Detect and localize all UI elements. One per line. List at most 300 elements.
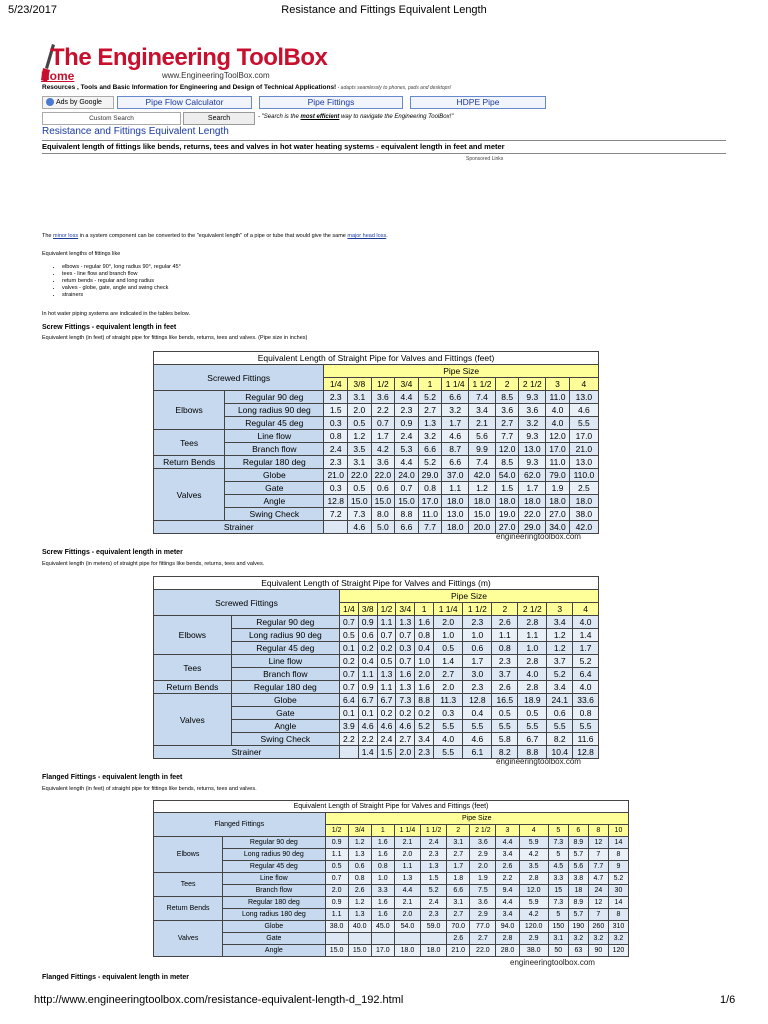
table-cell: 18.0 [569, 495, 598, 508]
table-cell: 42.0 [569, 521, 598, 534]
page-subtitle: Equivalent length of fittings like bends, returns, tees and valves in hot water heating systems - equivalent length in feet and meter [42, 142, 505, 151]
section-heading-screw-meter: Screw Fittings - equivalent length in meter [42, 549, 183, 556]
pipe-size-col: 1 1/2 [469, 378, 496, 391]
table-cell: 6.7 [377, 694, 396, 707]
table-cell: 33.6 [573, 694, 599, 707]
table-cell: 2.4 [377, 733, 396, 746]
ad-info-icon [46, 98, 54, 106]
table-cell: 4.7 [588, 873, 608, 885]
table-cell: 7.3 [396, 694, 415, 707]
table-cell: 17.0 [569, 430, 598, 443]
table-cell: 1.7 [573, 642, 599, 655]
fitting-name: Regular 180 deg [225, 456, 324, 469]
table-cell: 0.9 [358, 681, 377, 694]
table-cell: 1.8 [447, 873, 470, 885]
table-cell: 18.0 [421, 945, 447, 957]
fitting-group: Strainer [154, 521, 324, 534]
table-cell: 3.1 [447, 837, 470, 849]
table-cell: 1.1 [518, 629, 547, 642]
table-cell: 3.4 [496, 849, 519, 861]
table-cell: 8.2 [547, 733, 573, 746]
table-cell: 6.6 [447, 885, 470, 897]
table-cell: 17.0 [546, 443, 570, 456]
fitting-name: Gate [223, 933, 325, 945]
divider [42, 140, 726, 141]
pipe-size-col: 1 [371, 825, 394, 837]
table-cell: 5.5 [547, 720, 573, 733]
table-cell: 2.3 [324, 391, 348, 404]
fitting-group: Tees [154, 655, 232, 681]
table-cell: 3.1 [348, 391, 372, 404]
fitting-group: Elbows [154, 616, 232, 655]
table-cell: 5.5 [518, 720, 547, 733]
fitting-name: Angle [231, 720, 339, 733]
table-cell: 2.0 [470, 861, 496, 873]
table-cell: 11.6 [573, 733, 599, 746]
table-cell: 63 [568, 945, 588, 957]
table-cell: 2.3 [395, 404, 419, 417]
table-cell: 0.8 [418, 482, 442, 495]
table-cell: 1.2 [547, 642, 573, 655]
table-cell: 3.8 [568, 873, 588, 885]
table-cell: 7.5 [470, 885, 496, 897]
table-cell [421, 933, 447, 945]
table-cell: 1.6 [371, 837, 394, 849]
table-cell: 5.2 [421, 885, 447, 897]
site-logo-title[interactable]: The Engineering ToolBox [50, 44, 328, 71]
section-desc-screw-meter: Equivalent length (in meters) of straight pipe for fittings like bends, returns, tees and valves. [42, 561, 265, 567]
table-cell: 2.3 [421, 849, 447, 861]
table-cell: 0.6 [358, 629, 377, 642]
table-cell: 21.0 [447, 945, 470, 957]
table-cell: 4.2 [519, 909, 548, 921]
home-link[interactable]: Home [41, 69, 75, 83]
table-cell: 9.3 [519, 430, 546, 443]
table-cell: 1.3 [348, 849, 371, 861]
table-cell: 22.0 [470, 945, 496, 957]
table-cell: 3.2 [608, 933, 628, 945]
table-cell: 7.4 [469, 391, 496, 404]
fitting-name: Long radius 90 deg [223, 849, 325, 861]
fittings-list [42, 264, 181, 299]
table-cell: 5 [548, 849, 568, 861]
table-cell: 5.8 [492, 733, 518, 746]
table-cell: 3.4 [547, 681, 573, 694]
table-cell: 1.1 [358, 668, 377, 681]
fitting-group: Valves [154, 694, 232, 746]
site-url: www.EngineeringToolBox.com [162, 71, 270, 80]
ads-by-google[interactable] [42, 96, 114, 109]
table-cell: 0.2 [396, 707, 415, 720]
table-cell: 2.0 [415, 668, 434, 681]
table-cell: 12 [588, 837, 608, 849]
table-cell: 1.7 [519, 482, 546, 495]
search-tip: - "Search is the most efficient way to navigate the Engineering ToolBox!" [258, 114, 454, 120]
table-cell: 2.6 [492, 681, 518, 694]
table-cell: 22.0 [348, 469, 372, 482]
fitting-name: Line flow [225, 430, 324, 443]
table-cell: 14 [608, 837, 628, 849]
table-cell: 5.9 [519, 897, 548, 909]
pipe-size-header: Pipe Size [339, 590, 598, 603]
table-row [154, 945, 629, 957]
table-cell: 5.5 [434, 720, 463, 733]
table-cell: 4.6 [569, 404, 598, 417]
fitting-name: Regular 90 deg [225, 391, 324, 404]
table-cell: 4.4 [395, 391, 419, 404]
table-credit: engineeringtoolbox.com [510, 958, 595, 967]
table-cell: 4.0 [573, 681, 599, 694]
section-heading-flanged-feet: Flanged Fittings - equivalent length in feet [42, 774, 183, 781]
table-cell: 38.0 [325, 921, 348, 933]
table-cell: 0.7 [396, 655, 415, 668]
table-cell: 4.6 [396, 720, 415, 733]
table-cell: 3.4 [415, 733, 434, 746]
table-cell: 9 [608, 861, 628, 873]
table-cell: 1.2 [348, 430, 372, 443]
fitting-group: Elbows [154, 837, 223, 873]
search-input[interactable]: Custom Search [42, 112, 181, 125]
table-cell: 0.8 [415, 629, 434, 642]
table-row [154, 897, 629, 909]
table-cell: 2.7 [396, 733, 415, 746]
table-cell [348, 933, 371, 945]
table-cell: 18.0 [442, 521, 469, 534]
table-cell: 15.0 [469, 508, 496, 521]
table-cell: 1.1 [325, 909, 348, 921]
table-cell: 1.1 [442, 482, 469, 495]
pipe-size-col: 4 [519, 825, 548, 837]
table-cell: 1.3 [396, 681, 415, 694]
table-cell: 1.5 [377, 746, 396, 759]
fitting-name: Regular 45 deg [231, 642, 339, 655]
pipe-size-col: 2 1/2 [470, 825, 496, 837]
table-cell: 12.0 [495, 443, 519, 456]
table-cell: 0.1 [339, 707, 358, 720]
table-cell: 1.3 [377, 668, 396, 681]
table-cell: 12 [588, 897, 608, 909]
fitting-group: Valves [154, 469, 225, 521]
table-cell: 8.5 [495, 456, 519, 469]
table-cell: 0.6 [463, 642, 492, 655]
table-cell: 7.7 [495, 430, 519, 443]
table-cell: 20.0 [469, 521, 496, 534]
pipe-size-col: 1 [415, 603, 434, 616]
print-url: http://www.engineeringtoolbox.com/resistance-equivalent-length-d_192.html [34, 994, 404, 1006]
table-cell: 1.7 [447, 861, 470, 873]
pipe-size-col: 1 1/2 [463, 603, 492, 616]
ads-label: Ads by Google [56, 99, 102, 106]
table-cell: 0.9 [325, 837, 348, 849]
table-cell: 8.8 [415, 694, 434, 707]
table-cell: 12.8 [573, 746, 599, 759]
fitting-name: Globe [231, 694, 339, 707]
table-cell: 2.8 [518, 655, 547, 668]
table-cell: 3.2 [442, 404, 469, 417]
table-cell: 6.4 [573, 668, 599, 681]
table-cell: 3.3 [371, 885, 394, 897]
tagline-note: - adapts seamlessly to phones, pads and desktops! [336, 85, 452, 91]
table-cell: 2.3 [463, 681, 492, 694]
table-cell: 0.3 [396, 642, 415, 655]
table-cell: 2.0 [434, 616, 463, 629]
fitting-group: Return Bends [154, 681, 232, 694]
section-desc-screw-feet: Equivalent length (in feet) of straight pipe for fittings like bends, returns, tees and valves. (Pipe size in inches) [42, 335, 308, 341]
table-cell: 6.6 [395, 521, 419, 534]
table-cell: 5.7 [568, 849, 588, 861]
fitting-group: Tees [154, 873, 223, 897]
table-cell: 4.4 [395, 456, 419, 469]
table-cell [339, 746, 358, 759]
table-row [154, 933, 629, 945]
table-cell: 3.6 [519, 404, 546, 417]
table-cell: 12.8 [324, 495, 348, 508]
table-cell: 0.7 [325, 873, 348, 885]
table-corner-header: Screwed Fittings [154, 365, 324, 391]
table-cell: 0.4 [415, 642, 434, 655]
table-cell: 0.3 [324, 417, 348, 430]
table-cell: 4.4 [496, 897, 519, 909]
table-cell: 3.6 [371, 391, 395, 404]
table-cell: 2.3 [492, 655, 518, 668]
table-cell: 1.1 [377, 681, 396, 694]
pipe-size-col: 3 [546, 378, 570, 391]
pipe-size-header: Pipe Size [325, 813, 628, 825]
table-row [154, 921, 629, 933]
tagline-main: Resources , Tools and Basic Information for Engineering and Design of Technical Applications! [42, 84, 337, 91]
pipe-size-col: 1 1/4 [442, 378, 469, 391]
table-cell: 120.0 [519, 921, 548, 933]
divider [42, 153, 726, 154]
table-cell: 4.4 [394, 885, 420, 897]
table-cell: 1.0 [463, 629, 492, 642]
table-cell: 29.0 [418, 469, 442, 482]
table-cell: 2.1 [394, 837, 420, 849]
table-cell: 4.0 [518, 668, 547, 681]
table-cell: 5.2 [418, 391, 442, 404]
table-cell: 4.6 [442, 430, 469, 443]
table-row [154, 616, 599, 629]
table-cell: 0.2 [377, 707, 396, 720]
table-cell: 30 [608, 885, 628, 897]
table-cell: 5 [548, 909, 568, 921]
table-cell: 0.7 [339, 616, 358, 629]
table-cell: 3.4 [496, 909, 519, 921]
table-cell: 0.5 [518, 707, 547, 720]
table-cell: 120 [608, 945, 628, 957]
table-cell: 1.6 [371, 897, 394, 909]
table-cell: 8.8 [518, 746, 547, 759]
intro-paragraph-2: Equivalent lengths of fittings like [42, 251, 121, 257]
table-cell: 0.7 [339, 681, 358, 694]
table-caption: Equivalent Length of Straight Pipe for Valves and Fittings (feet) [154, 801, 629, 813]
table-cell: 2.9 [519, 933, 548, 945]
table-cell: 2.3 [324, 456, 348, 469]
table-cell: 1.3 [421, 861, 447, 873]
fitting-group: Return Bends [154, 456, 225, 469]
table-cell: 5.9 [519, 837, 548, 849]
table-cell: 3.3 [548, 873, 568, 885]
table-cell: 4.4 [496, 837, 519, 849]
table-row [154, 861, 629, 873]
table-cell: 5.5 [569, 417, 598, 430]
table-cell: 2.7 [447, 909, 470, 921]
table-cell: 190 [568, 921, 588, 933]
pipe-size-col: 1 1/4 [434, 603, 463, 616]
table-cell: 7 [588, 909, 608, 921]
table-cell: 45.0 [371, 921, 394, 933]
table-cell: 0.8 [573, 707, 599, 720]
table-cell: 3.6 [470, 897, 496, 909]
table-cell: 0.8 [371, 861, 394, 873]
table-cell: 4.6 [348, 521, 372, 534]
table-cell: 0.5 [492, 707, 518, 720]
print-title: Resistance and Fittings Equivalent Length [281, 4, 487, 16]
table-cell: 13.0 [519, 443, 546, 456]
table-cell: 2.3 [421, 909, 447, 921]
pipe-size-col: 1/2 [371, 378, 395, 391]
table-cell: 4.6 [358, 720, 377, 733]
table-cell: 27.0 [495, 521, 519, 534]
table-cell: 37.0 [442, 469, 469, 482]
table-cell: 6.6 [442, 456, 469, 469]
table-cell: 2.7 [470, 933, 496, 945]
table-cell: 3.1 [548, 933, 568, 945]
table-cell: 62.0 [519, 469, 546, 482]
table-cell: 2.9 [470, 909, 496, 921]
fitting-name: Regular 90 deg [223, 837, 325, 849]
table-cell: 3.5 [348, 443, 372, 456]
fitting-name: Regular 90 deg [231, 616, 339, 629]
table-cell: 2.1 [469, 417, 496, 430]
table-cell: 5.2 [418, 456, 442, 469]
table-cell: 1.5 [421, 873, 447, 885]
table-cell: 4.6 [377, 720, 396, 733]
table-cell: 6.6 [442, 391, 469, 404]
table-cell: 16.5 [492, 694, 518, 707]
table-cell: 40.0 [348, 921, 371, 933]
table-row [154, 837, 629, 849]
table-cell: 2.8 [496, 933, 519, 945]
table-cell: 15.0 [371, 495, 395, 508]
table-cell: 0.9 [395, 417, 419, 430]
table-cell: 17.0 [371, 945, 394, 957]
fitting-group: Strainer [154, 746, 340, 759]
fitting-name: Long radius 90 deg [231, 629, 339, 642]
fitting-group: Elbows [154, 391, 225, 430]
table-corner-header: Flanged Fittings [154, 813, 326, 837]
table-cell: 13.0 [442, 508, 469, 521]
table-cell: 0.8 [324, 430, 348, 443]
table-cell: 13.0 [569, 456, 598, 469]
table-cell: 9.3 [519, 456, 546, 469]
table-cell: 2.0 [394, 849, 420, 861]
table-credit: engineeringtoolbox.com [496, 532, 581, 541]
table-cell: 310 [608, 921, 628, 933]
table-cell: 2.8 [518, 681, 547, 694]
table-cell: 11.0 [418, 508, 442, 521]
table-credit: engineeringtoolbox.com [496, 757, 581, 766]
table-cell: 0.5 [348, 482, 372, 495]
pipe-size-col: 1/4 [339, 603, 358, 616]
table-cell: 3.5 [519, 861, 548, 873]
table-cell: 5.2 [547, 668, 573, 681]
table-cell [371, 933, 394, 945]
table-cell: 2.5 [569, 482, 598, 495]
nav-pipe-fittings[interactable]: Pipe Fittings [259, 96, 403, 109]
table-cell: 2.4 [324, 443, 348, 456]
table-cell: 0.5 [434, 642, 463, 655]
table-cell: 7.4 [469, 456, 496, 469]
pipe-size-col: 4 [569, 378, 598, 391]
table-cell: 5.7 [568, 909, 588, 921]
table-cell: 1.0 [415, 655, 434, 668]
table-cell: 7.7 [588, 861, 608, 873]
pipe-size-col: 8 [588, 825, 608, 837]
table-cell: 3.2 [588, 933, 608, 945]
table-cell: 1.2 [348, 837, 371, 849]
search-button[interactable]: Search [183, 112, 255, 125]
page-title[interactable]: Resistance and Fittings Equivalent Length [42, 126, 229, 137]
fitting-name: Long radius 90 deg [225, 404, 324, 417]
table-cell: 0.5 [325, 861, 348, 873]
table-cell: 15.0 [395, 495, 419, 508]
fitting-name: Regular 45 deg [223, 861, 325, 873]
table-row [154, 391, 599, 404]
table-cell: 260 [588, 921, 608, 933]
table-cell: 15.0 [348, 495, 372, 508]
table-cell: 1.1 [377, 616, 396, 629]
table-cell: 4.6 [463, 733, 492, 746]
table-row [154, 469, 599, 482]
nav-hdpe-pipe[interactable]: HDPE Pipe [410, 96, 546, 109]
pipe-size-col: 2 1/2 [518, 603, 547, 616]
table-cell: 7.3 [348, 508, 372, 521]
table-cell: 5.0 [371, 521, 395, 534]
table-row [154, 681, 599, 694]
pipe-size-col: 3/4 [395, 378, 419, 391]
table-cell: 1.6 [415, 616, 434, 629]
major-head-loss-link[interactable]: major head loss [347, 233, 387, 239]
table-cell: 2.6 [447, 933, 470, 945]
table-cell: 2.3 [463, 616, 492, 629]
table-cell: 1.3 [396, 616, 415, 629]
table-caption: Equivalent Length of Straight Pipe for Valves and Fittings (m) [154, 577, 599, 590]
table-cell: 5.5 [492, 720, 518, 733]
table-cell: 8.8 [395, 508, 419, 521]
table-cell: 2.6 [348, 885, 371, 897]
table-cell: 0.6 [348, 861, 371, 873]
table-cell: 27.0 [546, 508, 570, 521]
table-cell: 1.1 [492, 629, 518, 642]
table-cell: 1.4 [573, 629, 599, 642]
list-item: • tees - line flow and branch flow [62, 271, 181, 278]
table-cell: 3.6 [470, 837, 496, 849]
table-cell: 8.2 [492, 746, 518, 759]
table-cell: 150 [548, 921, 568, 933]
table-cell: 0.1 [358, 707, 377, 720]
table-cell: 1.7 [442, 417, 469, 430]
table-cell: 5.3 [395, 443, 419, 456]
nav-pipe-flow-calculator[interactable]: Pipe Flow Calculator [117, 96, 252, 109]
table-cell: 1.1 [394, 861, 420, 873]
table-cell: 0.9 [358, 616, 377, 629]
minor-loss-link[interactable]: minor loss [53, 233, 79, 239]
table-cell: 0.3 [324, 482, 348, 495]
table-cell: 8 [608, 909, 628, 921]
section-heading-screw-feet: Screw Fittings - equivalent length in feet [42, 324, 177, 331]
table-cell: 0.1 [339, 642, 358, 655]
